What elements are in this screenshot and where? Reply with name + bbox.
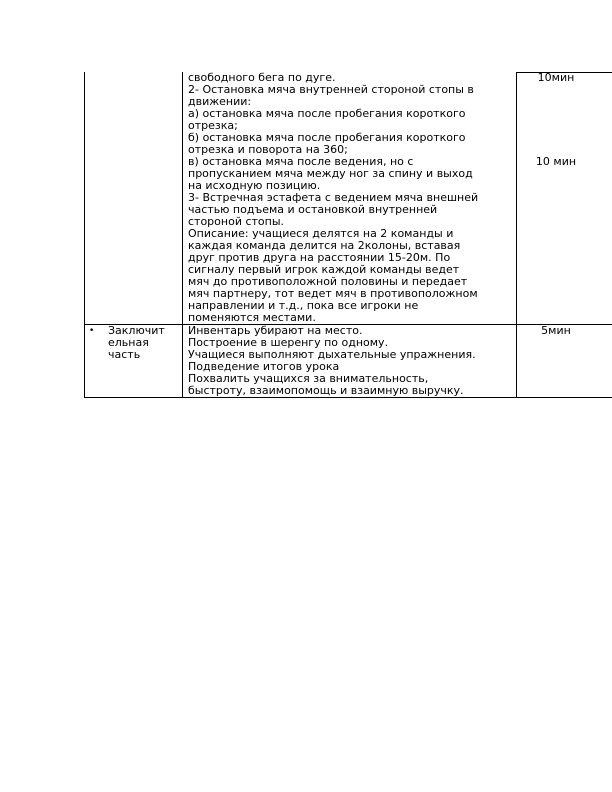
section-label-line: Заключит <box>108 324 165 337</box>
text-line: Похвалить учащихся за внимательность, <box>188 372 429 385</box>
text-line: мяч до противоположной половины и передает <box>188 275 468 288</box>
time-cell-1: 10мин <box>537 71 575 84</box>
bullet-marker: • <box>89 326 95 336</box>
text-line: на исходную позицию. <box>188 179 321 192</box>
section-label-line: ельная <box>108 336 149 349</box>
closing-description-cell <box>188 325 516 397</box>
table-left-border <box>84 72 85 398</box>
closing-time-cell: 5мин <box>541 324 571 337</box>
text-line: отрезка; <box>188 119 238 132</box>
table-column-divider-1 <box>182 72 183 398</box>
text-line: мяч партнеру, тот ведет мяч в противоположном <box>188 287 478 300</box>
text-line: Построение в шеренгу по одному. <box>188 336 389 349</box>
text-line: Учащиеся выполняют дыхательные упражнения. <box>188 348 476 361</box>
section-label-line: часть <box>108 348 141 361</box>
text-line: стороной стопы. <box>188 215 285 228</box>
text-line: Инвентарь убирают на место. <box>188 324 363 337</box>
text-line: быстроту, взаимопомощь и взаимную выручку. <box>188 384 464 397</box>
text-line: в) остановка мяча после ведения, но с <box>188 155 414 168</box>
text-line: Описание: учащиеся делятся на 2 команды и <box>188 227 454 240</box>
table-column-divider-2 <box>516 72 517 398</box>
text-line: друг против друга на расстоянии 15-20м. По <box>188 251 451 264</box>
text-line: сигналу первый игрок каждой команды ведет <box>188 263 460 276</box>
text-line: а) остановка мяча после пробегания короткого <box>188 107 466 120</box>
exercise-description-cell <box>188 72 516 324</box>
text-line: пропусканием мяча между ног за спину и выход <box>188 167 473 180</box>
table-bottom-border <box>84 397 612 398</box>
time-cell-2: 10 мин <box>535 155 577 168</box>
text-line: направлении и т.д., пока все игроки не <box>188 299 419 312</box>
section-label <box>108 325 165 361</box>
text-line: б) остановка мяча после пробегания короткого <box>188 131 466 144</box>
text-line: 3- Встречная эстафета с ведением мяча внешней <box>188 191 479 204</box>
text-line: отрезка и поворота на 360; <box>188 143 348 156</box>
text-line: движении: <box>188 95 252 108</box>
text-line: свободного бега по дуге. <box>188 71 336 84</box>
text-line: 2- Остановка мяча внутренней стороной стопы в <box>188 83 474 96</box>
text-line: поменяются местами. <box>188 311 316 324</box>
text-line: каждая команда делится на 2колоны, вставая <box>188 239 461 252</box>
text-line: частью подъема и остановкой внутренней <box>188 203 438 216</box>
text-line: Подведение итогов урока <box>188 360 340 373</box>
